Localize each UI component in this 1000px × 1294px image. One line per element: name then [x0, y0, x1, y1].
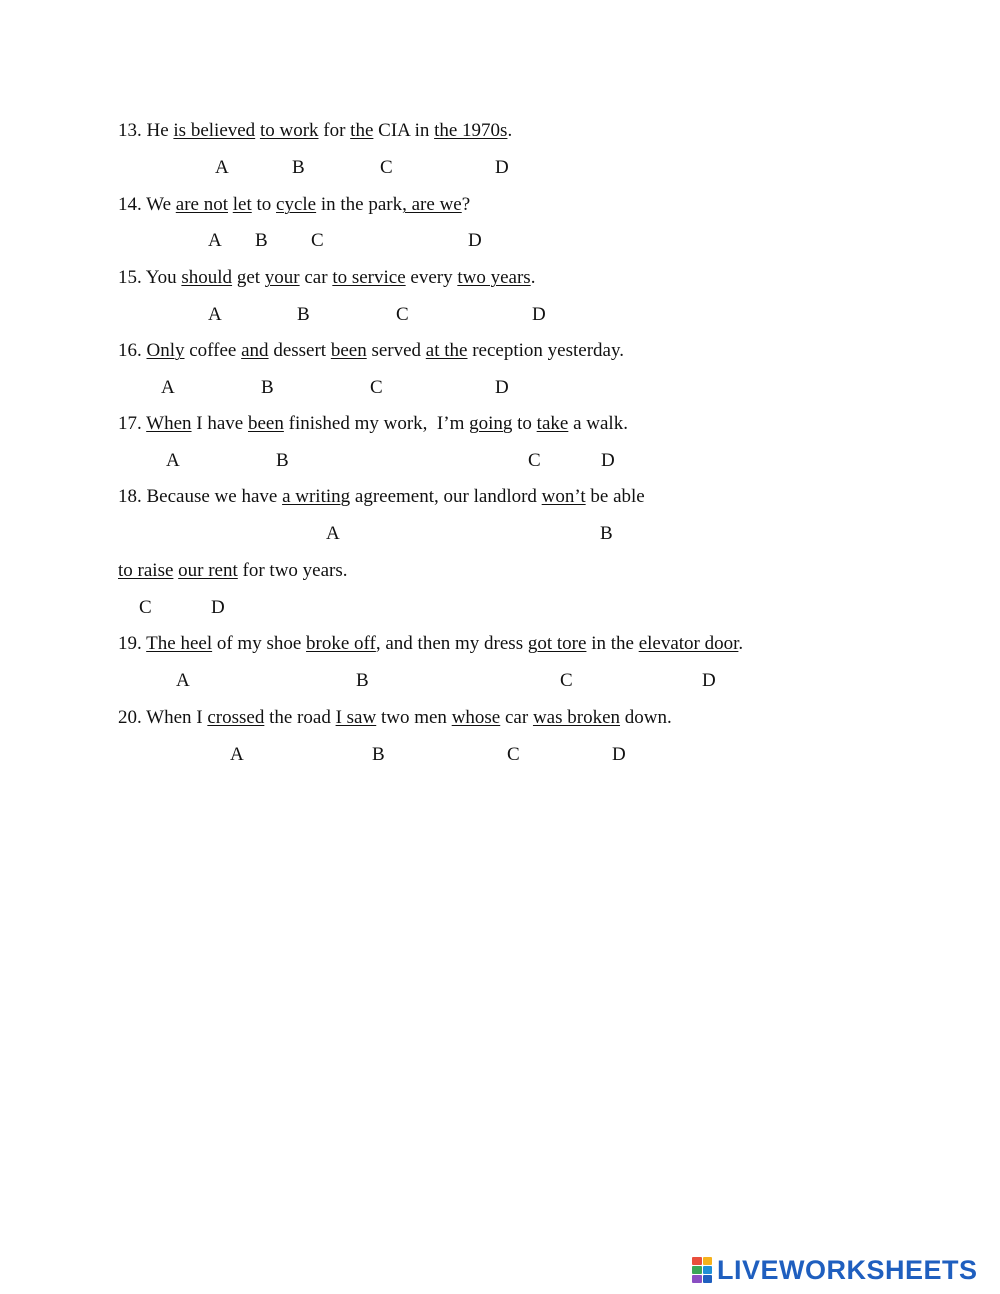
option-letter-b: B	[276, 450, 289, 471]
question-number: 20.	[118, 707, 142, 728]
sentence-text: two men	[376, 707, 452, 728]
option-c-underlined: the	[350, 120, 374, 141]
option-b-underlined: let	[232, 194, 252, 215]
option-d-underlined: our rent	[178, 560, 238, 581]
option-a-underlined: are not	[175, 194, 228, 215]
sentence-text: CIA in	[373, 120, 435, 141]
sentence-text: for	[318, 120, 351, 141]
question-number: 16.	[118, 340, 142, 361]
logo-block	[703, 1266, 713, 1274]
option-c-underlined: whose	[451, 707, 501, 728]
question-17	[118, 413, 628, 435]
brand-name: LIVEWORKSHEETS	[717, 1255, 978, 1285]
option-b-underlined: I saw	[335, 707, 377, 728]
sentence-text: reception yesterday.	[467, 340, 624, 361]
option-letter-a: A	[208, 230, 222, 251]
option-b-underlined: your	[264, 267, 300, 288]
option-c-underlined: to service	[332, 267, 406, 288]
question-14	[118, 194, 470, 216]
option-d-underlined: , are we	[402, 194, 462, 215]
option-letter-d: D	[211, 597, 225, 618]
question-18	[118, 486, 645, 508]
option-d-underlined: at the	[425, 340, 468, 361]
sentence-text: .	[738, 633, 744, 654]
question-number: 18.	[118, 486, 142, 507]
option-a-underlined: should	[181, 267, 233, 288]
sentence-text: car	[299, 267, 333, 288]
option-a-underlined: is believed	[173, 120, 256, 141]
sentence-text: to	[251, 194, 277, 215]
logo-block	[703, 1257, 713, 1265]
question-18-continued	[118, 560, 348, 582]
option-letter-c: C	[528, 450, 541, 471]
question-number: 15.	[118, 267, 142, 288]
option-a-underlined: a writing	[282, 486, 351, 507]
sentence-text: You	[141, 267, 182, 288]
option-letter-d: D	[495, 157, 509, 178]
option-a-underlined: Only	[146, 340, 185, 361]
logo-block	[692, 1266, 702, 1274]
option-letter-a: A	[166, 450, 180, 471]
question-13	[118, 120, 512, 142]
liveworksheets-logo	[692, 1254, 978, 1286]
option-letter-b: B	[372, 744, 385, 765]
option-d-underlined: elevator door	[638, 633, 739, 654]
option-d-underlined: was broken	[532, 707, 621, 728]
sentence-text: When I	[141, 707, 208, 728]
sentence-text: of my shoe	[212, 633, 307, 654]
option-letter-d: D	[468, 230, 482, 251]
option-c-underlined: to raise	[118, 560, 174, 581]
sentence-text: He	[141, 120, 174, 141]
question-number: 14.	[118, 194, 142, 215]
option-d-underlined: the 1970s	[434, 120, 508, 141]
sentence-text: .	[507, 120, 513, 141]
sentence-text: get	[232, 267, 265, 288]
option-letter-c: C	[139, 597, 152, 618]
option-a-underlined: When	[146, 413, 192, 434]
option-b-underlined: won’t	[541, 486, 586, 507]
sentence-text: finished my work, I’m	[283, 413, 470, 434]
option-letter-a: A	[230, 744, 244, 765]
sentence-text: Because we have	[141, 486, 283, 507]
option-c-underlined: got tore	[527, 633, 587, 654]
sentence-text: I have	[191, 413, 248, 434]
sentence-text: in the park	[316, 194, 403, 215]
sentence-text: every	[405, 267, 458, 288]
option-letter-b: B	[356, 670, 369, 691]
sentence-text: car	[500, 707, 533, 728]
option-letter-a: A	[326, 523, 340, 544]
option-letter-b: B	[261, 377, 274, 398]
option-letter-b: B	[255, 230, 268, 251]
sentence-text: to	[512, 413, 537, 434]
logo-block	[692, 1257, 702, 1265]
sentence-text: agreement, our landlord	[350, 486, 542, 507]
option-d-underlined: take	[536, 413, 569, 434]
option-letter-c: C	[396, 304, 409, 325]
option-a-underlined: The heel	[146, 633, 213, 654]
option-letter-a: A	[215, 157, 229, 178]
sentence-text: dessert	[268, 340, 331, 361]
option-b-underlined: and	[241, 340, 269, 361]
sentence-text: down.	[620, 707, 672, 728]
option-a-underlined: crossed	[207, 707, 265, 728]
option-letter-d: D	[532, 304, 546, 325]
question-16	[118, 340, 624, 362]
option-c-underlined: going	[469, 413, 513, 434]
question-15	[118, 267, 535, 289]
option-letter-d: D	[601, 450, 615, 471]
option-b-underlined: broke off	[306, 633, 376, 654]
question-20	[118, 707, 672, 729]
option-letter-b: B	[600, 523, 613, 544]
option-letter-d: D	[702, 670, 716, 691]
option-b-underlined: been	[248, 413, 284, 434]
option-letter-b: B	[297, 304, 310, 325]
liveworksheets-icon	[692, 1257, 712, 1283]
option-letter-a: A	[176, 670, 190, 691]
sentence-text: a walk.	[568, 413, 628, 434]
question-number: 13.	[118, 120, 142, 141]
logo-block	[703, 1275, 713, 1283]
sentence-text: coffee	[184, 340, 242, 361]
option-letter-a: A	[208, 304, 222, 325]
question-19	[118, 633, 743, 655]
sentence-text: .	[530, 267, 536, 288]
option-letter-c: C	[560, 670, 573, 691]
option-letter-d: D	[495, 377, 509, 398]
question-number: 17.	[118, 413, 142, 434]
sentence-text: the road	[264, 707, 336, 728]
option-c-underlined: been	[330, 340, 367, 361]
logo-block	[692, 1275, 702, 1283]
question-number: 19.	[118, 633, 142, 654]
option-letter-d: D	[612, 744, 626, 765]
option-letter-a: A	[161, 377, 175, 398]
option-b-underlined: to work	[259, 120, 319, 141]
sentence-text: served	[366, 340, 426, 361]
sentence-text: , and then my dress	[375, 633, 528, 654]
option-d-underlined: two years	[457, 267, 531, 288]
sentence-text: for two years.	[237, 560, 348, 581]
option-letter-c: C	[507, 744, 520, 765]
option-letter-c: C	[311, 230, 324, 251]
sentence-text: ?	[461, 194, 471, 215]
sentence-text: We	[141, 194, 176, 215]
option-c-underlined: cycle	[276, 194, 317, 215]
sentence-text: be able	[585, 486, 645, 507]
sentence-text: in the	[586, 633, 639, 654]
option-letter-c: C	[370, 377, 383, 398]
option-letter-c: C	[380, 157, 393, 178]
option-letter-b: B	[292, 157, 305, 178]
